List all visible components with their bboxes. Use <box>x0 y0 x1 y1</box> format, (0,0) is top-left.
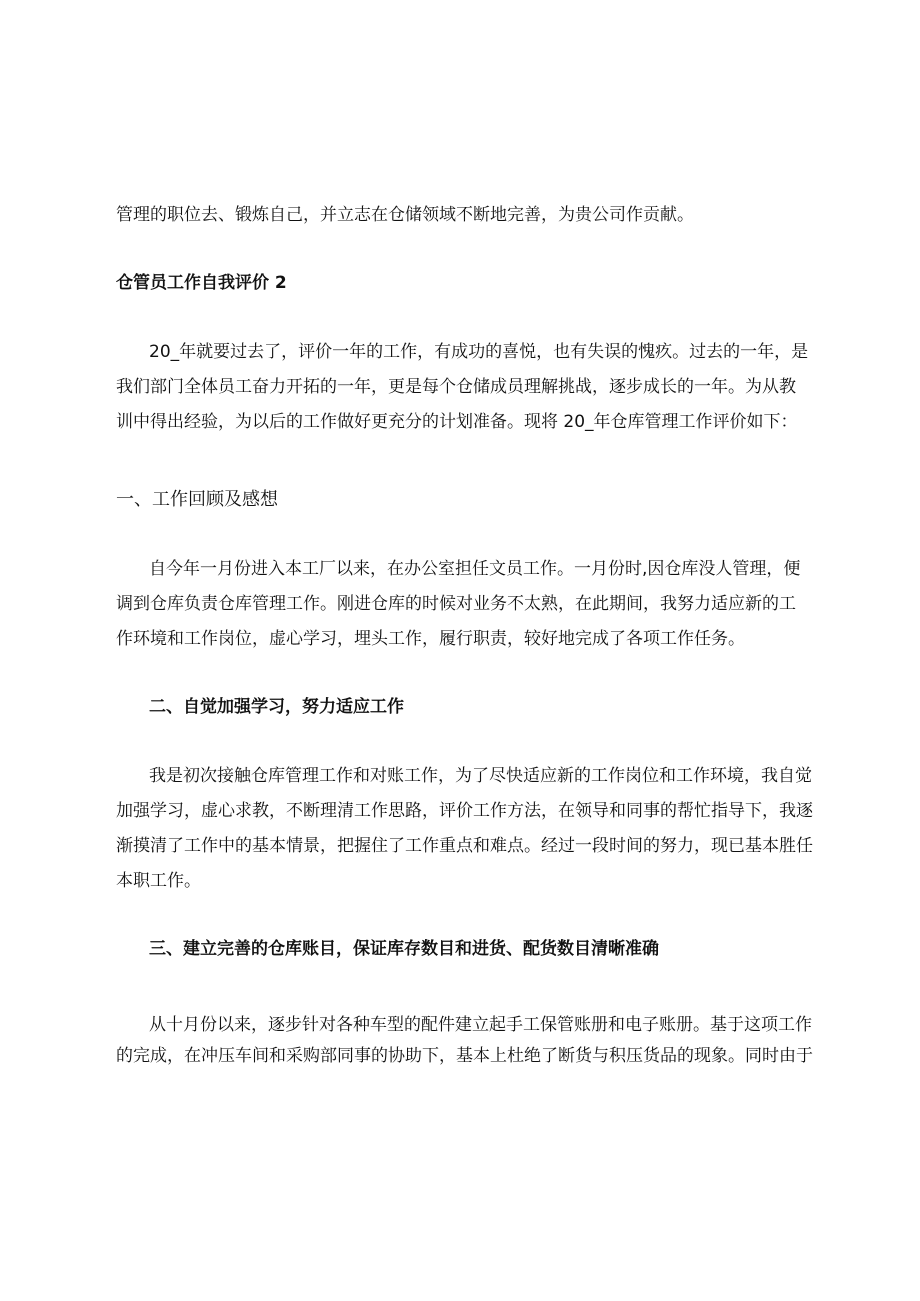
para2-line-3: 作环境和工作岗位，虚心学习，埋头工作，履行职责，较好地完成了各项工作任务。 <box>116 629 745 649</box>
heading-work-review: 一、工作回顾及感想 <box>116 489 278 510</box>
para3-line-2: 加强学习，虚心求教，不断理清工作思路，评价工作方法，在领导和同事的帮忙指导下，我逐 <box>116 801 813 821</box>
heading-self-study: 二、自觉加强学习，努力适应工作 <box>149 697 404 717</box>
para1-line-3: 训中得出经验，为以后的工作做好更充分的计划准备。现将 20_年仓库管理工作评价如下： <box>116 412 798 432</box>
para3-line-4: 本职工作。 <box>116 871 201 891</box>
para4-line-2: 的完成，在冲压车间和采购部同事的协助下，基本上杜绝了断货与积压货品的现象。同时由于 <box>116 1046 813 1066</box>
para1-line-1: 20_年就要过去了，评价一年的工作，有成功的喜悦，也有失误的愧疚。过去的一年，是 <box>149 342 809 362</box>
heading-inventory-accounts: 三、建立完善的仓库账目，保证库存数目和进货、配货数目清晰准确 <box>149 939 659 959</box>
para3-line-3: 渐摸清了工作中的基本情景，把握住了工作重点和难点。经过一段时间的努力，现已基本胜任 <box>116 836 813 856</box>
intro-tail-line: 管理的职位去、锻炼自己，并立志在仓储领域不断地完善，为贵公司作贡献。 <box>116 205 694 225</box>
para4-line-1: 从十月份以来，逐步针对各种车型的配件建立起手工保管账册和电子账册。基于这项工作 <box>149 1015 812 1035</box>
para3-line-1: 我是初次接触仓库管理工作和对账工作，为了尽快适应新的工作岗位和工作环境，我自觉 <box>149 766 812 786</box>
para1-line-2: 我们部门全体员工奋力开拓的一年，更是每个仓储成员理解挑战，逐步成长的一年。为从教 <box>116 377 796 397</box>
section-title: 仓管员工作自我评价 2 <box>116 273 287 293</box>
para2-line-1: 自今年一月份进入本工厂以来，在办公室担任文员工作。一月份时,因仓库没人管理，便 <box>149 559 801 579</box>
para2-line-2: 调到仓库负责仓库管理工作。刚进仓库的时候对业务不太熟，在此期间，我努力适应新的工 <box>116 594 796 614</box>
